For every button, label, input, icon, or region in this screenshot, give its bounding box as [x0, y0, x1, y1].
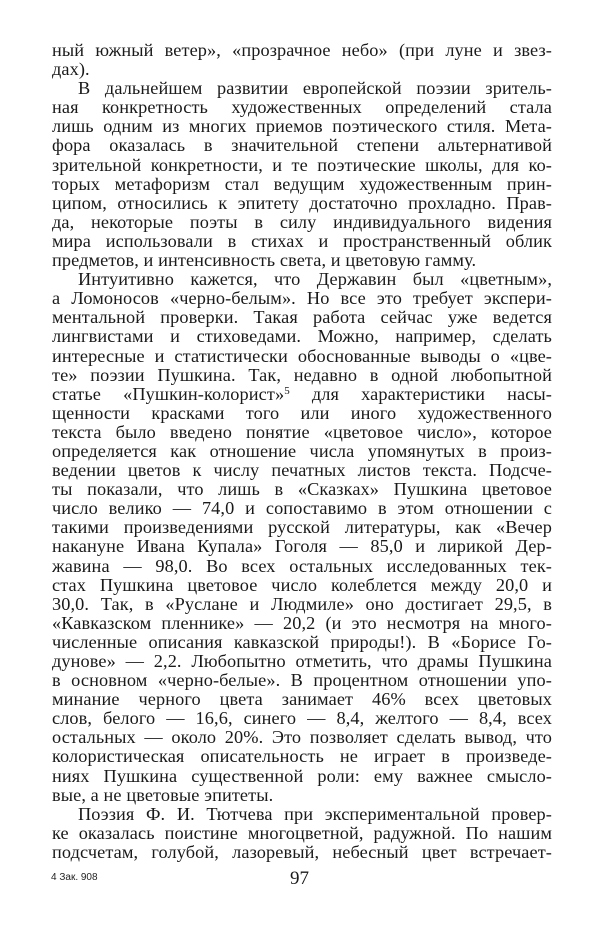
text-line — [52, 213, 552, 232]
line-text: а Ломоносов «черно-белым». Но все это требует экспери- — [52, 288, 552, 309]
text-line — [52, 270, 552, 289]
text-line — [52, 652, 552, 671]
line-text: колористическая описательность не играет в произведе- — [52, 746, 552, 767]
text-line — [52, 347, 552, 366]
text-line — [52, 461, 552, 480]
line-text: дах). — [52, 59, 90, 80]
line-text: ты показали, что лишь в «Сказках» Пушкина цветовое — [52, 479, 552, 500]
text-line — [52, 843, 552, 862]
text-line — [52, 41, 552, 60]
text-line — [52, 442, 552, 461]
printer-signature: 4 Зак. 908 — [51, 872, 98, 883]
text-line — [52, 747, 552, 766]
line-text: текста было введено понятие «цветовое число», которое — [52, 421, 552, 442]
line-text: В дальнейшем развитии европейской поэзии зритель- — [78, 78, 552, 99]
line-text: дунове» — 2,2. Любопытно отметить, что драмы Пушкина — [52, 651, 552, 671]
line-text: такими произведениями русской литературы, как «Вечер — [52, 517, 552, 538]
text-line — [52, 805, 552, 824]
text-line — [52, 824, 552, 843]
line-text: ный южный ветер», «прозрачное небо» (при луне и звез- — [52, 40, 552, 60]
text-line — [52, 557, 552, 576]
text-line — [52, 117, 552, 136]
line-text: подсчетам, голубой, лазоревый, небесный цвет встречает- — [52, 841, 552, 862]
text-line — [52, 366, 552, 385]
text-line — [52, 60, 552, 79]
text-line — [52, 404, 552, 423]
line-text: ниях Пушкина существенной роли: ему важнее смысло- — [52, 765, 552, 786]
line-text: определяется как отношение числа упомянутых в произ- — [52, 440, 552, 461]
line-text: стах Пушкина цветовое число колеблется между 20,0 и — [52, 574, 552, 595]
line-text: фора оказалась в значительной степени альтернативой — [52, 135, 552, 156]
line-text: те» поэзии Пушкина. Так, недавно в одной любопытной — [52, 364, 552, 385]
text-line — [52, 671, 552, 690]
text-line — [52, 633, 552, 652]
line-text: слов, белого — 16,6, синего — 8,4, желтого — 8,4, всех — [52, 708, 552, 729]
line-text: число велико — 74,0 и сопоставимо в этом отношении с — [52, 498, 552, 519]
text-line — [52, 423, 552, 442]
line-text: численные описания кавказской природы!). В «Борисе Го- — [52, 631, 552, 652]
text-line — [52, 79, 552, 98]
text-line — [52, 786, 552, 805]
text-line — [52, 499, 552, 518]
text-line — [52, 98, 552, 117]
line-text: ведении цветов к числу печатных листов текста. Подсче- — [52, 460, 552, 481]
text-line — [52, 327, 552, 346]
text-line — [52, 518, 552, 537]
footnote-marker: 5 — [284, 384, 290, 397]
line-text: Интуитивно кажется, что Державин был «цветным», — [78, 269, 552, 290]
line-text: статье «Пушкин-колорист» — [52, 383, 285, 404]
line-text: мира использовали в стихах и пространственный облик — [52, 230, 552, 251]
text-line — [52, 385, 552, 404]
text-line — [52, 232, 552, 251]
line-text: в основном «черно-белые». В процентном отношении упо- — [52, 670, 552, 691]
line-text: 30,0. Так, в «Руслане и Людмиле» оно достигает 29,5, в — [52, 593, 552, 614]
text-line — [52, 576, 552, 595]
line-text: ципом, относились к эпитету достаточно прохладно. Прав- — [52, 192, 552, 213]
text-line — [52, 194, 552, 213]
text-line — [52, 614, 552, 633]
text-line — [52, 595, 552, 614]
line-text: лишь одним из многих приемов поэтического стиля. Мета- — [52, 116, 552, 137]
text-line — [52, 709, 552, 728]
text-line — [52, 251, 552, 270]
text-line — [52, 308, 552, 327]
text-line — [52, 136, 552, 155]
text-line — [52, 175, 552, 194]
line-text: ная конкретность художественных определений стала — [52, 97, 552, 118]
line-text: да, некоторые поэты в силу индивидуального видения — [52, 211, 552, 232]
text-line — [52, 537, 552, 556]
line-text: «Кавказском пленнике» — 20,2 (и это несмотря на много- — [52, 612, 552, 633]
line-text: накануне Ивана Купала» Гоголя — 85,0 и лирикой Дер- — [52, 536, 552, 557]
line-text: зрительной конкретности, и те поэтические школы, для ко- — [52, 154, 552, 175]
line-text: ке оказалась поистине многоцветной, радужной. По нашим — [52, 822, 552, 843]
text-line — [52, 156, 552, 175]
line-text: щенности красками того или иного художественного — [52, 402, 552, 423]
text-line — [52, 480, 552, 499]
line-text: вые, а не цветовые эпитеты. — [52, 784, 274, 805]
text-line — [52, 289, 552, 308]
line-text: предметов, и интенсивность света, и цветовую гамму. — [52, 250, 477, 271]
line-text: лингвистами и стиховедами. Можно, например, сделать — [52, 326, 552, 347]
line-text: Поэзия Ф. И. Тютчева при экспериментальной провер- — [78, 803, 552, 824]
line-text: минание черного цвета занимает 46% всех цветовых — [52, 689, 552, 710]
text-line — [52, 728, 552, 747]
text-line — [52, 690, 552, 709]
line-text-after-footnote: для характеристики насы- — [289, 383, 552, 404]
page-number: 97 — [290, 868, 309, 889]
line-text: ментальной проверки. Такая работа сейчас уже ведется — [52, 307, 552, 328]
body-text — [52, 41, 552, 862]
line-text: торых метафоризм стал ведущим художественным прин- — [52, 173, 552, 194]
line-text: остальных — около 20%. Это позволяет сделать вывод, что — [52, 727, 552, 748]
text-line — [52, 767, 552, 786]
line-text: жавина — 98,0. Во всех остальных исследованных тек- — [52, 555, 552, 576]
line-text: интересные и статистически обоснованные выводы о «цве- — [52, 345, 552, 366]
